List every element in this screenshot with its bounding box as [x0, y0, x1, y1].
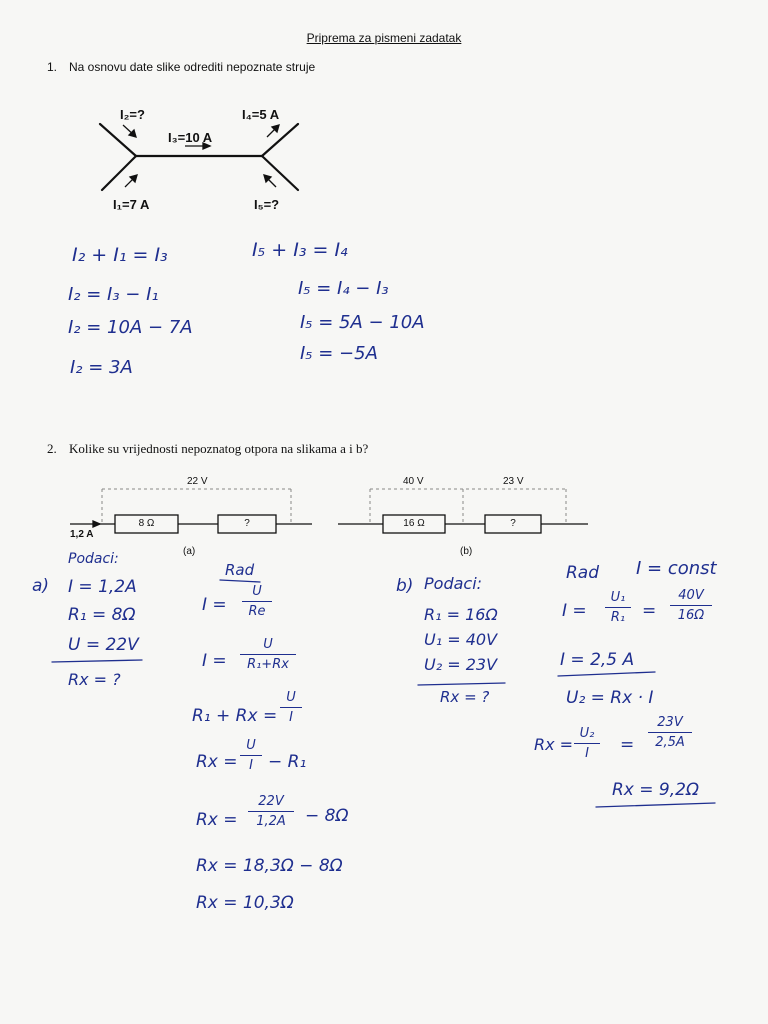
- part-a-f4-fraction: [240, 738, 262, 773]
- q1-left-line-2: I₂ = I₃ − I₁: [68, 284, 159, 305]
- q1-right-line-3: I₅ = 5A − 10A: [300, 312, 425, 333]
- part-a-f4-numerator: U: [246, 738, 256, 753]
- part-b-f1-eq: =: [642, 601, 657, 621]
- part-a-given-3: U = 22V: [68, 635, 139, 655]
- part-a-f4-left: Rx =: [196, 752, 238, 772]
- circuit-a-r1: 8 Ω: [138, 518, 155, 529]
- part-b-label: b): [396, 576, 414, 596]
- part-a-f3-denominator: I: [289, 710, 293, 725]
- part-b-given-3: U₂ = 23V: [424, 655, 498, 674]
- circuit-b-caption: (b): [460, 546, 473, 557]
- part-a-f1-fraction: [242, 584, 272, 619]
- q1-right-line-4: I₅ = −5A: [300, 343, 378, 364]
- part-a-f6: Rx = 18,3Ω − 8Ω: [196, 856, 343, 876]
- part-a-f1-denominator: Re: [248, 604, 266, 619]
- question-1-number: 1.: [47, 60, 58, 74]
- part-b-f4-numerator-2: 23V: [657, 715, 683, 730]
- part-b-f4-numerator: U₂: [579, 726, 595, 741]
- part-a-f2-fraction: [240, 637, 296, 672]
- question-2-number: 2.: [47, 441, 57, 456]
- part-a-f4-right: − R₁: [268, 752, 307, 772]
- circuit-a-rx: ?: [244, 518, 250, 529]
- part-b-podaci: Podaci:: [424, 574, 483, 593]
- circuit-b-v2: 23 V: [503, 476, 524, 487]
- circuit-b-v1: 40 V: [403, 476, 424, 487]
- circuit-a-caption: (a): [183, 546, 196, 557]
- part-b-f1-denominator: R₁: [610, 610, 626, 625]
- part-b-f4-eq: =: [620, 735, 635, 755]
- part-b-given-2: U₁ = 40V: [424, 630, 498, 649]
- part-b-given-1: R₁ = 16Ω: [424, 605, 498, 624]
- part-b-f4-denominator: I: [585, 746, 589, 761]
- part-b-find: Rx = ?: [440, 688, 490, 706]
- part-a-rad: Rad: [225, 561, 255, 579]
- q1-right-line-1: I₅ + I₃ = I₄: [252, 239, 348, 261]
- label-i1: I₁=7 A: [113, 197, 150, 212]
- label-i3: I₃=10 A: [168, 130, 213, 145]
- part-a-f1-numerator: U: [252, 584, 262, 599]
- question-1-text: Na osnovu date slike odrediti nepoznate struje: [69, 60, 316, 74]
- part-a-f2-numerator: U: [263, 637, 273, 652]
- part-b-f1-denominator-2: 16Ω: [677, 608, 705, 623]
- q1-left-line-3: I₂ = 10A − 7A: [68, 317, 193, 338]
- part-a-f1-left: I =: [202, 595, 227, 615]
- part-b-f1-left: I =: [562, 601, 587, 621]
- part-a-f5-denominator: 1,2A: [256, 814, 286, 829]
- part-a-f3-left: R₁ + Rx =: [192, 706, 278, 726]
- part-a-find: Rx = ?: [68, 670, 121, 689]
- label-i5: I₅=?: [254, 197, 280, 212]
- part-a-given-1: I = 1,2A: [68, 577, 137, 597]
- part-b-f4-fraction-2: [648, 715, 692, 750]
- part-a-f5-left: Rx =: [196, 810, 238, 830]
- part-a-f3-numerator: U: [286, 690, 296, 705]
- part-a-f4-denominator: I: [249, 758, 253, 773]
- part-b-f1-fraction-2: [670, 588, 712, 623]
- part-a-given-2: R₁ = 8Ω: [68, 605, 136, 625]
- part-b-f1-numerator-2: 40V: [678, 588, 704, 603]
- part-a-f2-denominator: R₁+Rx: [247, 657, 289, 672]
- part-b-f1-fraction: [605, 590, 631, 625]
- part-a-f5-fraction: [248, 794, 294, 829]
- part-b-f4-denominator-2: 2,5A: [655, 735, 685, 750]
- part-a-f5-right: − 8Ω: [305, 806, 349, 826]
- circuit-a-current: 1,2 A: [70, 529, 94, 540]
- part-a-f7: Rx = 10,3Ω: [196, 893, 294, 913]
- question-2: [47, 441, 368, 457]
- circuit-b-rx: ?: [510, 518, 516, 529]
- part-b-rad: Rad: [566, 563, 600, 583]
- part-b-f1-numerator: U₁: [610, 590, 626, 605]
- page-title: Priprema za pismeni zadatak: [306, 31, 462, 45]
- part-a-label: a): [32, 576, 50, 596]
- q1-left-line-4: I₂ = 3A: [70, 357, 133, 378]
- circuit-a-voltage: 22 V: [187, 476, 208, 487]
- part-a-f2-left: I =: [202, 651, 227, 671]
- question-2-text: Kolike su vrijednosti nepoznatog otpora na slikama a i b?: [69, 441, 369, 456]
- part-b-f3: U₂ = Rx · I: [566, 688, 654, 708]
- part-a-f3-fraction: [280, 690, 302, 725]
- q1-left-line-1: I₂ + I₁ = I₃: [72, 244, 168, 266]
- label-i4: I₄=5 A: [242, 107, 280, 122]
- q1-right-line-2: I₅ = I₄ − I₃: [298, 278, 389, 299]
- part-b-f2: I = 2,5 A: [560, 650, 635, 670]
- part-a-f5-numerator: 22V: [258, 794, 284, 809]
- part-b-f5: Rx = 9,2Ω: [612, 780, 699, 800]
- circuit-b-r1: 16 Ω: [403, 518, 425, 529]
- part-a-podaci: Podaci:: [68, 551, 119, 567]
- part-b-f4-fraction: [574, 726, 600, 761]
- part-b-const: I = const: [636, 558, 717, 579]
- label-i2: I₂=?: [120, 107, 145, 122]
- part-b-f4-left: Rx =: [534, 735, 574, 754]
